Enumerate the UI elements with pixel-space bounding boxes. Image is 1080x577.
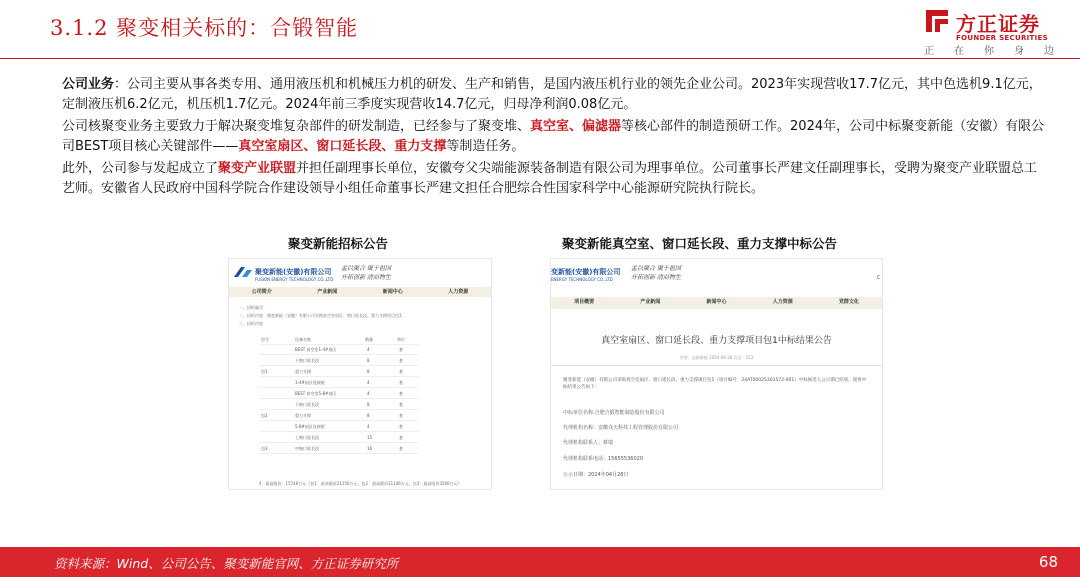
table-row (259, 345, 419, 355)
table-header-cell: 设备名称 (295, 337, 311, 342)
cell-unit: 套 (399, 413, 403, 418)
company-logo-icon (233, 265, 253, 279)
cell-name: 下窗口延长段 (295, 402, 319, 407)
cell-unit: 套 (399, 358, 403, 363)
cell-unit: 套 (399, 402, 403, 407)
doc-nav-item: 公司简介 (251, 289, 272, 295)
cell-qty: 4 (367, 347, 370, 352)
cell-name: 重力支撑 (295, 369, 311, 374)
calligraphy-line: 开拓创新 清而物生 (631, 274, 681, 281)
doc-logo-text: 聚变新能(安徽)有限公司 (255, 268, 332, 276)
slogan-char: 身 (1014, 46, 1024, 57)
award-divider (551, 365, 882, 366)
table-row (259, 444, 419, 454)
paragraph-fusion (62, 117, 1047, 156)
cell-qty: 8 (367, 413, 370, 418)
table-header-cell: 包号 (261, 337, 269, 342)
cell-name: 中窗口延长段 (295, 446, 319, 451)
body-text (62, 75, 1047, 201)
doc-logo-en: ENERGY TECHNOLOGY CO.,LTD (551, 277, 613, 282)
highlight-contract: 真空室扇区、窗口延长段、重力支撑 (238, 138, 447, 154)
doc-nav-item: 党群文化 (838, 299, 859, 305)
doc-nav-item: 新闻中心 (706, 299, 727, 305)
doc-header (229, 259, 491, 289)
cell-unit: 套 (399, 347, 403, 352)
doc-line: 三、招标内容 (239, 321, 263, 326)
cell-name: 下窗口延长段 (295, 358, 319, 363)
doc-line: 二、招标内容：聚变新能（安徽）有限公司采购真空室扇区、窗口延长段、重力支撑项目包1 (239, 313, 402, 318)
cell-qty: 15 (367, 435, 373, 440)
cell-qty: 8 (367, 402, 370, 407)
table-row (259, 400, 419, 410)
slogan-char: 边 (1044, 46, 1054, 57)
cell-unit: 套 (399, 435, 403, 440)
cell-unit: 套 (399, 424, 403, 429)
doc-calligraphy (631, 264, 681, 282)
doc-logo-en: FUSION ENERGY TECHNOLOGY CO.,LTD (255, 277, 334, 282)
cell-qty: 4 (367, 380, 370, 385)
fusion-text-c: 等制造任务。 (446, 138, 525, 154)
tender-table-header (259, 335, 419, 345)
cell-name: BEST 真空室1-4#扇区 (295, 347, 337, 352)
source-note: 资料来源：Wind、公司公告、聚变新能官网、方正证券研究所 (54, 556, 399, 571)
slogan-char: 在 (954, 46, 964, 57)
tender-announcement-image (228, 258, 492, 490)
highlight-alliance: 聚变产业联盟 (218, 161, 297, 176)
doc-nav-item: 新闻中心 (382, 289, 403, 295)
award-field: 公示日期：2024年04月28日 (563, 472, 629, 478)
award-intro: 聚变新能（安徽）有限公司采购真空室扇区、窗口延长段、重力支撑项目包1（项目编号：24AT00025301572-001）中标候选人公示期已结束，现将中标结果公告如下： (563, 378, 867, 390)
cell-unit: 套 (399, 380, 403, 385)
cell-qty: 4 (367, 391, 370, 396)
cell-name: 重力支撑 (295, 413, 311, 418)
award-field: 代理机构联系人：蔡瑞 (563, 440, 614, 446)
doc-nav-item: 人力资源 (772, 299, 793, 305)
slogan-char: 你 (984, 46, 994, 57)
table-row (259, 356, 419, 366)
doc-footnote: 4、最高限价：15746万元（包1：最高限价21156万元，包2：最高限价21146万元，包3：最高限价3560万元） (259, 481, 462, 486)
cell-unit: 套 (399, 391, 403, 396)
fusion-text-a: 公司核聚变业务主要致力于解决聚变堆复杂部件的研发制造，已经参与了聚变堆、 (62, 119, 531, 134)
highlight-components: 真空室、偏滤器 (530, 119, 622, 134)
caption-left: 聚变新能招标公告 (288, 236, 389, 251)
cell-name: 上窗口延长段 (295, 435, 319, 440)
award-field: 中标单位名称:合肥合锻智能制造股份有限公司 (563, 410, 665, 416)
cell-qty: 4 (367, 424, 370, 429)
cell-pkg: 包1 (261, 369, 268, 374)
slogan (924, 42, 1054, 57)
doc-nav (551, 297, 882, 309)
calligraphy-line: 孟以聚合 聚于祖国 (341, 265, 391, 272)
doc-nav-item: 产业新闻 (317, 289, 338, 295)
cell-unit: 套 (399, 369, 403, 374)
alliance-text-b: 并担任副理事长单位，安徽夸父尖端能源装备制造有限公司为理事单位。公司董事长严建文任副理事长，受聘为聚变产业联盟总工艺师。安徽省人民政府中国科学院合作建设领导小组任命董事长严建文担任合肥综合性国家科学中心能源研究院执行院长。 (62, 161, 1038, 196)
table-row (259, 422, 419, 432)
table-row (259, 389, 419, 399)
fusion-text-b: 等核心部件的制造预研工作。2024年，公司中标聚变新能（安徽）有限公司BEST项目核心关键部件—— (62, 119, 1045, 154)
logo-text-en: FOUNDER SECURITIES (956, 34, 1048, 42)
doc-nav-item: 产业新闻 (640, 299, 661, 305)
header-divider (0, 58, 1080, 59)
page-number: 68 (1038, 553, 1058, 571)
doc-nav (229, 287, 491, 297)
founder-logo-icon (924, 8, 950, 34)
close-icon: C (877, 275, 881, 281)
paragraph-alliance (62, 159, 1047, 198)
cell-unit: 套 (399, 446, 403, 451)
doc-calligraphy (341, 264, 391, 282)
tender-table (259, 335, 419, 455)
logo-text-cn: 方正证券 (956, 12, 1040, 36)
doc-line: 一、招标编号： (239, 305, 267, 310)
award-announcement-image (550, 258, 883, 490)
caption-right: 聚变新能真空室、窗口延长段、重力支撑中标公告 (562, 236, 838, 251)
business-text: ：公司主要从事各类专用、通用液压机和机械压力机的研发、生产和销售，是国内液压机行业的领先企业公司。2023年实现营收17.7亿元，其中色选机9.1亿元，定制液压机6.2亿元，机压机1.7亿元。2024年前三季度实现营收14.7亿元，归母净利润0.08亿元。 (62, 77, 1042, 112)
doc-nav-item: 项目概要 (574, 299, 595, 305)
cell-name: 5-8#扇区连接板 (295, 424, 325, 429)
doc-logo-text: 变新能(安徽)有限公司 (551, 268, 621, 276)
alliance-text-a: 此外，公司参与发起成立了 (62, 161, 219, 176)
calligraphy-line: 孟以聚合 聚于祖国 (631, 265, 681, 272)
cell-name: BEST 真空室5-8#扇区 (295, 391, 337, 396)
award-title: 真空室扇区、窗口延长段、重力支撑项目包1中标结果公告 (601, 336, 832, 346)
slogan-char: 正 (924, 46, 934, 57)
business-label: 公司业务 (62, 77, 115, 92)
cell-qty: 16 (367, 446, 373, 451)
cell-qty: 8 (367, 358, 370, 363)
award-field: 代理机构联系电话：15655536020 (563, 456, 643, 462)
calligraphy-line: 开拓创新 清而物生 (341, 274, 391, 281)
page-title: 3.1.2 聚变相关标的：合锻智能 (50, 16, 359, 40)
footer-bar (0, 547, 1080, 577)
doc-nav-item: 人力资源 (448, 289, 469, 295)
cell-pkg: 包3 (261, 446, 268, 451)
doc-header (551, 259, 882, 289)
award-meta: 作者：品新新能 2024-04-28 点击：153 (679, 355, 754, 360)
paragraph-business (62, 75, 1047, 114)
table-header-cell: 单位 (397, 337, 405, 342)
cell-name: 1-4#扇区连接板 (295, 380, 325, 385)
table-header-cell: 数量 (365, 337, 373, 342)
cell-pkg: 包2 (261, 413, 268, 418)
table-row (259, 433, 419, 443)
table-row (259, 367, 419, 377)
cell-qty: 8 (367, 369, 370, 374)
table-row (259, 378, 419, 388)
table-row (259, 411, 419, 421)
brand-logo (924, 6, 1054, 46)
award-field: 代理机构名称：安徽众天科技工程管理股份有限公司 (563, 425, 679, 431)
